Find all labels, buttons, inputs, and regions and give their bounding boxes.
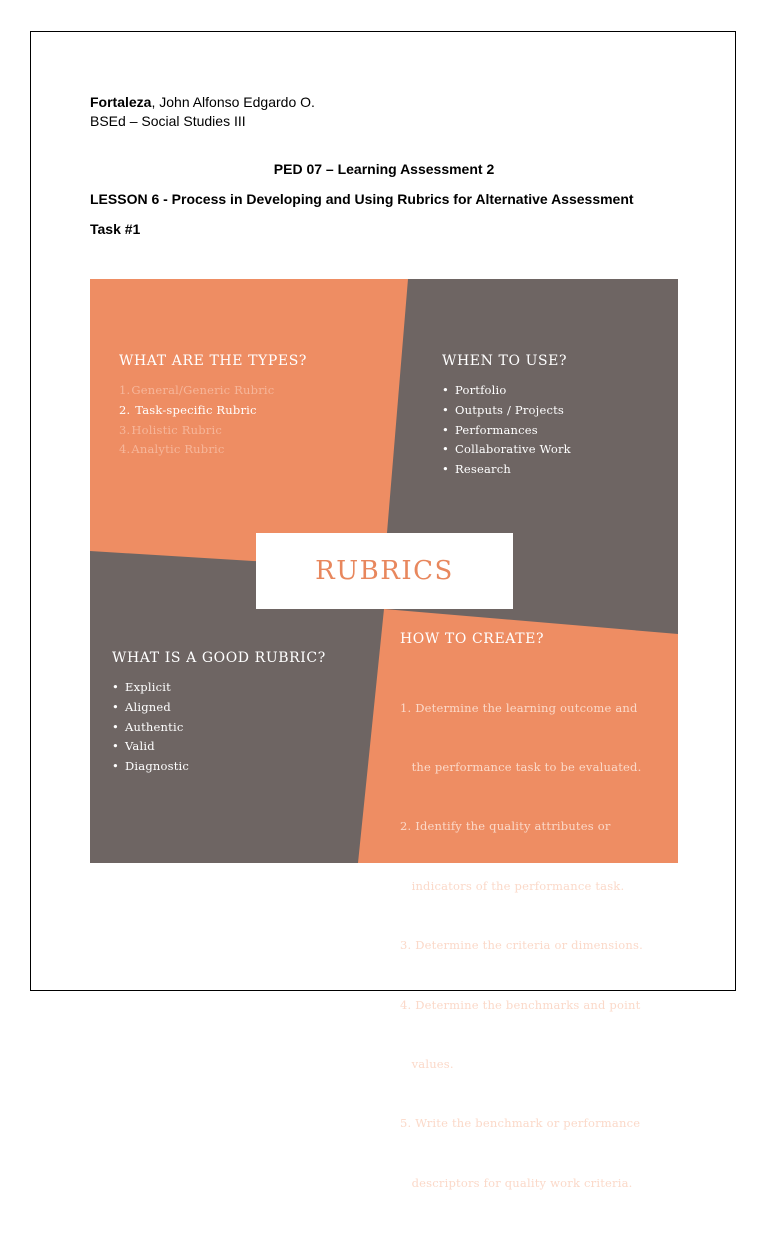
how-to-create-line: descriptors for quality work criteria. (400, 1175, 633, 1190)
task-title: Task #1 (90, 221, 141, 237)
how-to-create-line: indicators of the performance task. (400, 878, 625, 893)
when-item: • Collaborative Work (442, 440, 571, 460)
center-title-box (256, 533, 513, 609)
center-title: RUBRICS (315, 556, 454, 586)
how-to-create-line: 3. Determine the criteria or dimensions. (400, 938, 643, 953)
program-line: BSEd – Social Studies III (90, 113, 246, 129)
good-rubric-panel (112, 650, 326, 777)
when-list (442, 381, 571, 480)
types-heading: WHAT ARE THE TYPES? (119, 353, 307, 369)
good-rubric-item: • Explicit (112, 678, 326, 698)
course-title: PED 07 – Learning Assessment 2 (273, 161, 495, 177)
when-item: • Performances (442, 421, 571, 441)
types-item: 2. Task-specific Rubric (119, 402, 257, 417)
rubrics-infographic (90, 279, 678, 1190)
how-to-create-line: the performance task to be evaluated. (400, 759, 642, 774)
when-item: • Research (442, 460, 571, 480)
good-rubric-item: • Valid (112, 737, 326, 757)
how-to-create-line: 5. Write the benchmark or performance (400, 1116, 641, 1131)
types-item: 3.Holistic Rubric (119, 422, 223, 437)
when-panel (442, 353, 571, 480)
when-heading: WHEN TO USE? (442, 353, 568, 369)
lesson-title: LESSON 6 - Process in Developing and Using Rubrics for Alternative Assessment (90, 191, 634, 207)
author-given-names: , John Alfonso Edgardo O. (151, 94, 315, 110)
types-item: 4.Analytic Rubric (119, 442, 225, 457)
good-rubric-heading: WHAT IS A GOOD RUBRIC? (112, 650, 326, 666)
how-to-create-line: 2. Identify the quality attributes or (400, 819, 611, 834)
how-to-create-list (400, 659, 643, 1233)
how-to-create-line: values. (400, 1056, 454, 1071)
when-item: • Outputs / Projects (442, 401, 571, 421)
how-to-create-line: 4. Determine the benchmarks and point (400, 997, 641, 1012)
author-name (90, 94, 315, 111)
how-to-create-heading: HOW TO CREATE? (400, 631, 545, 647)
author-surname: Fortaleza (90, 94, 152, 110)
how-to-create-line: 1. Determine the learning outcome and (400, 700, 638, 715)
when-item: • Portfolio (442, 381, 571, 401)
types-panel (119, 353, 307, 460)
types-item: 1.General/Generic Rubric (119, 383, 275, 397)
good-rubric-list (112, 678, 326, 777)
good-rubric-item: • Diagnostic (112, 757, 326, 777)
good-rubric-item: • Authentic (112, 718, 326, 738)
types-list (119, 381, 307, 460)
how-to-create-panel (400, 631, 643, 1233)
good-rubric-item: • Aligned (112, 698, 326, 718)
